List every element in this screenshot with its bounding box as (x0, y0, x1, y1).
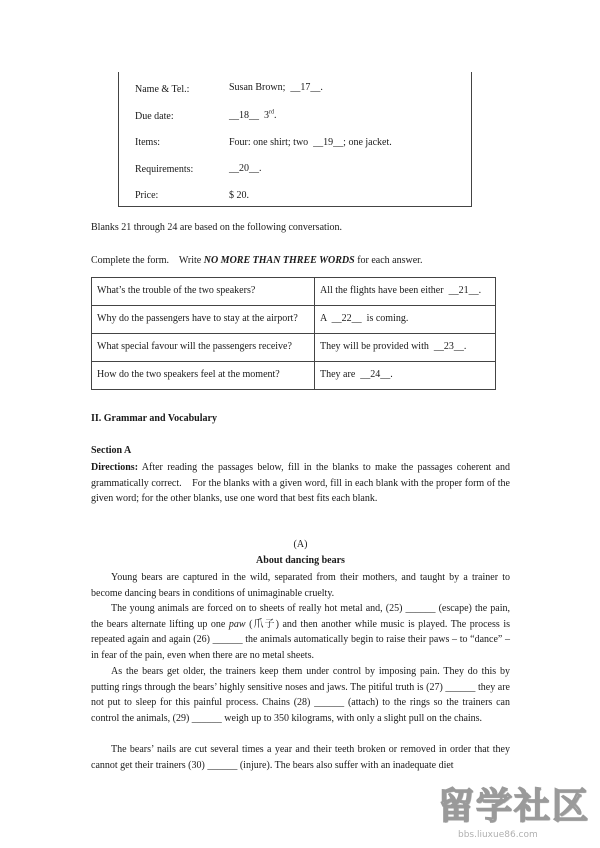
blanks-intro: Blanks 21 through 24 are based on the following conversation. (91, 222, 343, 233)
form1-label-items: Items: (135, 137, 160, 148)
subsection-heading: Section A (91, 445, 132, 456)
table-row (92, 334, 496, 362)
watermark-text: 留学社区 (438, 786, 591, 827)
form1-value-due-date: __18__ 3rd. (229, 109, 277, 121)
paragraph: Young bears are captured in the wild, separated from their mothers, and taught by a trainer to become dancing bears in conditions of unimaginable cruelty. (91, 572, 510, 599)
blank-23: __23__ (433, 341, 464, 353)
table-row (92, 306, 496, 334)
answer-cell: All the flights have been either __21__. (315, 278, 496, 306)
blank-21: __21__ (448, 285, 479, 297)
blank-20: __20__ (229, 163, 259, 174)
blank-19: __19__ (313, 137, 344, 148)
question-cell: What special favour will the passengers receive? (92, 334, 315, 362)
directions: Directions: After reading the passages below, fill in the blanks to make the passages coherent and grammatically correct. For the blanks with a given word, fill in each blank with the proper form of the given word; for the other blanks, use one word that best fits each blank. (91, 462, 513, 504)
word-limit-emphasis: NO MORE THAN THREE WORDS (203, 255, 355, 266)
form1-label-price: Price: (135, 190, 159, 201)
question-cell: What’s the trouble of the two speakers? (92, 278, 315, 306)
blank-18: __18__ (229, 110, 259, 121)
answer-cell: A __22__ is coming. (315, 306, 496, 334)
complete-form-instruction: Complete the form. Write NO MORE THAN THREE WORDS for each answer. (91, 255, 423, 266)
paragraph: The bears’ nails are cut several times a year and their teeth broken or removed in order that they cannot get their trainers (30) ______ (injure). The bears also suffer with an inadequate diet (91, 744, 510, 771)
watermark-url: bbs.liuxue86.com (458, 830, 538, 840)
table-row (92, 278, 496, 306)
form1-value-requirements: __20__. (229, 163, 262, 174)
answer-cell: They will be provided with __23__. (315, 334, 496, 362)
table-row (92, 362, 496, 390)
form1-value-name: Susan Brown; __17__. (229, 82, 323, 93)
blank-24: __24__ (360, 369, 391, 381)
form1-value-price: $ 20. (229, 190, 249, 201)
form1-label-due-date: Due date: (135, 111, 174, 122)
form1-label-requirements: Requirements: (135, 164, 194, 175)
question-cell: Why do the passengers have to stay at the airport? (92, 306, 315, 334)
directions-label: Directions: (91, 462, 139, 473)
passage-title: About dancing bears (256, 555, 345, 566)
blank-17: __17__ (290, 82, 321, 93)
paragraph: As the bears get older, the trainers keep them under control by imposing pain. They do this by putting rings through the bears’ highly sensitive noses and jaws. The pitiful truth is (27) ______ they are not put to sleep for this painful process. Chains (28) ______ (attach) to the rings so the trainers can control the animals, (29) ______ weigh up to 350 kilograms, with only a slight pull on the chains. (91, 666, 510, 724)
form1-label-name: Name & Tel.: (135, 84, 190, 95)
question-cell: How do the two speakers feel at the moment? (92, 362, 315, 390)
section-heading: II. Grammar and Vocabulary (91, 413, 217, 424)
form-table-1 (118, 72, 472, 207)
passage-marker: (A) (293, 539, 308, 550)
answer-cell: They are __24__. (315, 362, 496, 390)
blank-22: __22__ (331, 313, 362, 325)
paragraph: The young animals are forced on to sheets of really hot metal and, (25) ______ (escape) the pain, the bears alternate lifting up one paw (爪子) and then another while music is played. The process is repeated again and again (26) ______ the animals automatically begin to raise their paws – to “dance” – in fear of the pain, even when there are no metal sheets. (91, 603, 510, 661)
watermark-logo (438, 784, 598, 846)
form1-value-items: Four: one shirt; two __19__; one jacket. (229, 137, 392, 148)
form-table-2 (91, 277, 496, 390)
